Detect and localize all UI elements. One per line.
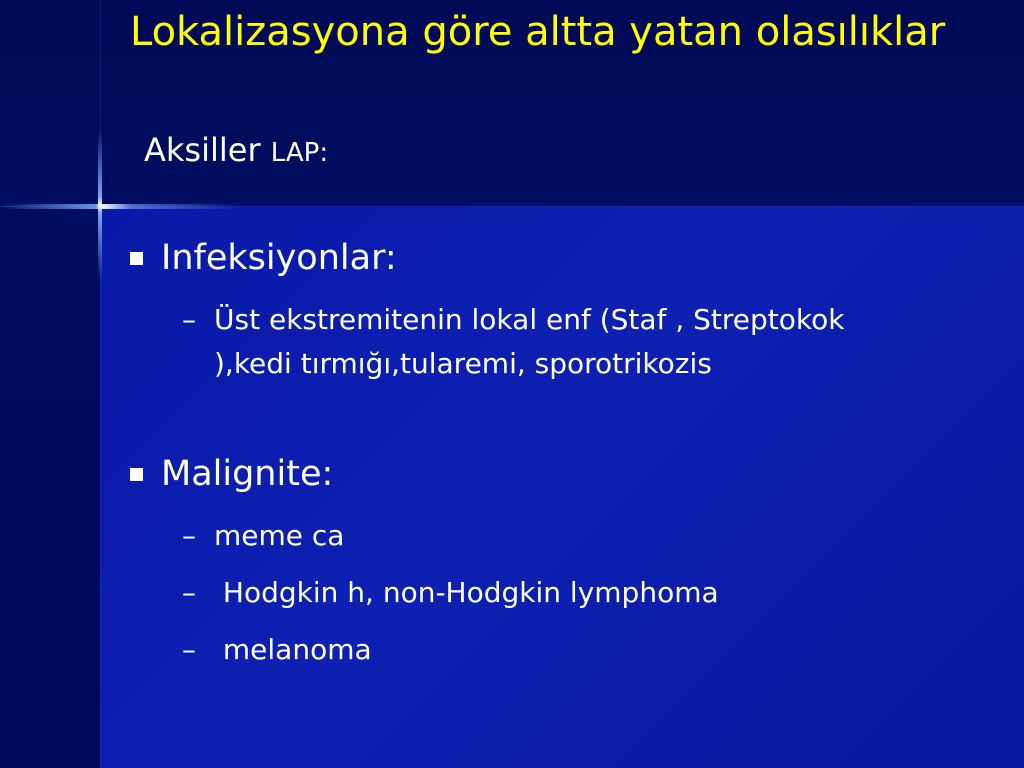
dash-bullet: – [182,303,196,336]
subtitle-small: LAP: [270,138,329,168]
subtitle-main: Aksiller [144,131,271,169]
bullet-label: Malignite: [161,454,334,494]
sub-item-melanoma [182,628,372,672]
dash-bullet: – [182,576,196,609]
bullet-item-malignancy [130,452,333,496]
bullet-item-infections [130,236,397,280]
sub-item-text: melanoma [214,633,372,666]
sub-item-lymphoma [182,571,719,615]
sub-item-text: meme ca [214,519,345,552]
bullet-label: Infeksiyonlar: [161,238,397,278]
sub-item-text: Hodgkin h, non-Hodgkin lymphoma [214,576,719,609]
dash-bullet: – [182,519,196,552]
light-flare-horizontal [0,204,240,209]
slide-title: Lokalizasyona göre altta yatan olasılıklar [130,9,946,55]
sub-item-text: Üst ekstremitenin lokal enf (Staf , Streptokok ),kedi tırmığı,tularemi, sporotrikozis [214,303,845,380]
square-bullet-icon [130,468,143,481]
left-band [0,207,100,768]
dash-bullet: – [182,633,196,666]
sub-item-breast-ca [182,514,344,558]
slide-subtitle [144,130,328,173]
sub-item-infections-detail [182,298,882,438]
square-bullet-icon [130,252,143,265]
divider-line-vertical [100,0,101,768]
light-flare-vertical [98,130,102,280]
